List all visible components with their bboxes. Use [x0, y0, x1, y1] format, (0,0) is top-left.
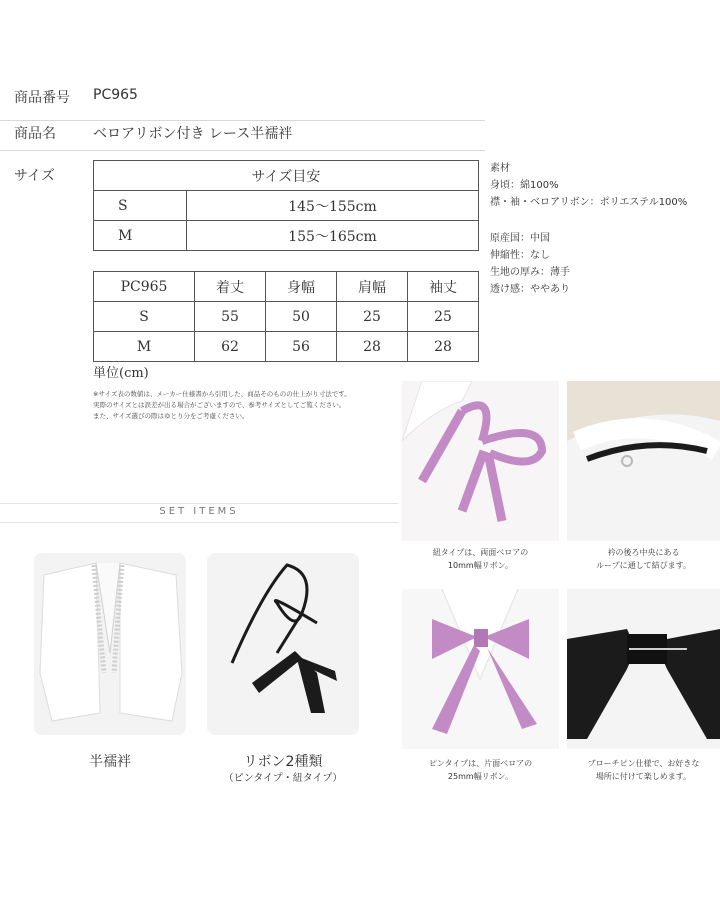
caption-line: ループに通して結びます。 — [596, 561, 691, 570]
set-items-heading: SET ITEMS — [159, 506, 239, 517]
measurement-cell: 55 — [195, 302, 266, 332]
caption-line: ピンタイプは、片面ベロアの — [428, 759, 533, 768]
material-line: 素材 — [490, 163, 510, 174]
size-guide-table — [93, 160, 479, 251]
material-info — [490, 160, 687, 211]
size-cell: S — [94, 191, 187, 221]
set-item-sublabel: （ピンタイプ・紐タイプ） — [223, 773, 343, 784]
caption-line: 紐タイプは、両面ベロアの — [432, 548, 529, 557]
collar-loop-icon — [567, 381, 720, 541]
note-line: また、サイズ選びの際はゆとり分をご考慮ください。 — [93, 412, 249, 420]
divider — [0, 120, 485, 121]
photo-caption — [402, 546, 559, 572]
photo-caption — [402, 757, 559, 783]
size-notes — [93, 389, 351, 422]
pink-bow-icon — [402, 589, 559, 749]
black-bow-icon — [567, 589, 720, 749]
spec-line: 原産国：中国 — [490, 233, 550, 244]
unit-label: 単位(cm) — [93, 366, 149, 381]
set-item-label: リボン2種類 — [243, 754, 323, 770]
divider — [0, 503, 398, 504]
product-name: ベロアリボン付き レース半襦袢 — [93, 126, 293, 142]
measurement-cell: 28 — [337, 332, 408, 362]
measurement-header: 身幅 — [266, 272, 337, 302]
measurement-cell: 25 — [408, 302, 479, 332]
pink-ribbon-bow-icon — [402, 381, 559, 541]
measurement-cell: M — [94, 332, 195, 362]
size-range-cell: 145〜155cm — [187, 191, 479, 221]
photo-caption — [567, 546, 720, 572]
spec-line: 生地の厚み：薄手 — [490, 267, 570, 278]
size-cell: M — [94, 221, 187, 251]
measurement-header: 肩幅 — [337, 272, 408, 302]
divider — [0, 522, 398, 523]
measurement-cell: 62 — [195, 332, 266, 362]
caption-line: 衿の後ろ中央にある — [607, 548, 680, 557]
spec-info — [490, 230, 570, 298]
ribbon-icon — [207, 553, 359, 735]
measurement-table — [93, 271, 479, 362]
divider — [0, 150, 485, 151]
string-ribbon-photo — [402, 381, 559, 541]
set-item-label: 半襦袢 — [89, 754, 131, 770]
spec-line: 透け感：ややあり — [490, 284, 570, 295]
note-line: 実際のサイズとは誤差が出る場合がございますので、参考サイズとしてご覧ください。 — [93, 401, 346, 409]
material-line: 襟・袖・ベロアリボン：ポリエステル100% — [490, 197, 688, 208]
juban-shirt-icon — [34, 553, 186, 735]
measurement-header: 着丈 — [195, 272, 266, 302]
measurement-cell: 56 — [266, 332, 337, 362]
measurement-cell: 50 — [266, 302, 337, 332]
caption-line: 10mm幅リボン。 — [447, 561, 514, 570]
loop-photo — [567, 381, 720, 541]
caption-line: ブローチピン仕様で、お好きな — [587, 759, 700, 768]
size-guide-header: サイズ目安 — [94, 161, 479, 191]
measurement-cell: 28 — [408, 332, 479, 362]
item-number: PC965 — [93, 87, 138, 103]
measurement-header: PC965 — [94, 272, 195, 302]
photo-caption — [567, 757, 720, 783]
caption-line: 場所に付けて楽しめます。 — [595, 772, 692, 781]
material-line: 身頃：綿100% — [490, 180, 559, 191]
pin-ribbon-photo — [402, 589, 559, 749]
brooch-pin-photo — [567, 589, 720, 749]
spec-line: 伸縮性：なし — [490, 250, 550, 261]
product-name-label: 商品名 — [14, 126, 56, 142]
size-range-cell: 155〜165cm — [187, 221, 479, 251]
size-label: サイズ — [14, 168, 55, 184]
caption-line: 25mm幅リボン。 — [447, 772, 514, 781]
measurement-cell: 25 — [337, 302, 408, 332]
juban-image — [34, 553, 186, 735]
item-number-label: 商品番号 — [14, 90, 70, 106]
measurement-cell: S — [94, 302, 195, 332]
note-line: ※サイズ表の数値は、メーカー仕様書から引用した、商品そのものの仕上がり寸法です。 — [93, 390, 351, 398]
measurement-header: 袖丈 — [408, 272, 479, 302]
ribbons-image — [207, 553, 359, 735]
